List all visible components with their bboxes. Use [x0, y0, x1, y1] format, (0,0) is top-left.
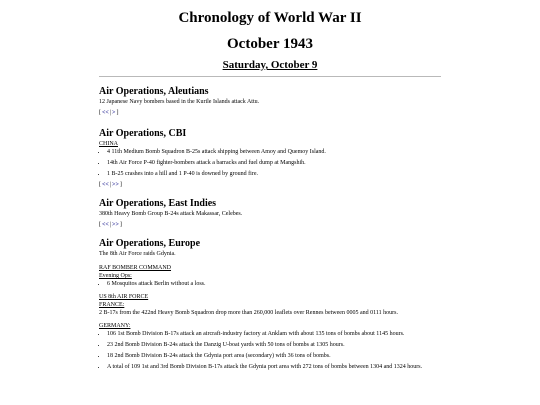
- section-cbi: [99, 128, 444, 189]
- section-title: Air Operations, East Indies: [99, 198, 217, 209]
- france-text: 2 B-17s from the 422nd Heavy Bomb Squadron drop more than 260,000 leaflets over Rennes between 0005 and 0111 hours.: [99, 310, 398, 316]
- list-item: • 4 11th Medium Bomb Squadron B-25s attack shipping between Amoy and Quemoy Island.: [107, 148, 444, 156]
- section-nav: [99, 109, 444, 117]
- list-item: • 18 2nd Bomb Division B-24s attack the Gdynia port area (secondary) with 36 tons of bombs.: [107, 352, 444, 360]
- france-heading: FRANCE:: [99, 302, 125, 308]
- bracket-left: [: [99, 110, 101, 116]
- cbi-list: [99, 148, 444, 178]
- section-title: Air Operations, CBI: [99, 128, 187, 139]
- bracket-left: [: [99, 182, 101, 188]
- list-item: • 6 Mosquitos attack Berlin without a loss.: [107, 280, 444, 288]
- section-text: The 8th Air Force raids Gdynia.: [99, 251, 176, 257]
- section-title: Air Operations, Europe: [99, 238, 201, 249]
- bracket-left: [: [99, 222, 101, 228]
- raf-list: [99, 280, 444, 288]
- page-title: Chronology of World War II: [178, 10, 362, 26]
- page-subtitle: October 1943: [227, 36, 313, 52]
- list-item: • 23 2nd Bomb Division B-24s attack the Danzig U-boat yards with 50 tons of bombs at 1305 hours.: [107, 341, 444, 349]
- section-nav: [99, 181, 444, 189]
- date-heading[interactable]: Saturday, October 9: [222, 59, 318, 71]
- germany-heading: GERMANY:: [99, 323, 131, 329]
- section-subheading: CHINA: [99, 141, 118, 147]
- double-left-chevron-icon[interactable]: <<: [102, 182, 109, 188]
- germany-list: [99, 330, 444, 371]
- double-left-chevron-icon[interactable]: <<: [102, 222, 109, 228]
- nav-separator: |: [109, 222, 112, 228]
- list-item: • 14th Air Force P-40 fighter-bombers attack a barracks and fuel dump at Mangshih.: [107, 159, 444, 167]
- nav-separator: |: [109, 182, 112, 188]
- list-item: • A total of 109 1st and 3rd Bomb Division B-17s attack the Gdynia port area with 272 tons of bombs between 1304 and 1324 hours.: [107, 363, 444, 371]
- us8-heading: US 8th AIR FORCE: [99, 294, 149, 300]
- double-left-chevron-icon[interactable]: <<: [102, 110, 109, 116]
- evening-ops-heading: Evening Ops:: [99, 273, 132, 279]
- bracket-right: ]: [116, 110, 119, 116]
- double-right-chevron-icon[interactable]: >>: [112, 182, 119, 188]
- list-item: • 1 B-25 crashes into a hill and 1 P-40 is downed by ground fire.: [107, 170, 444, 178]
- section-east-indies: [99, 198, 444, 229]
- right-chevron-icon[interactable]: >: [112, 110, 116, 116]
- section-text: 380th Heavy Bomb Group B-24s attack Makassar, Celebes.: [99, 211, 243, 217]
- nav-separator: |: [109, 110, 112, 116]
- bracket-right: ]: [119, 182, 122, 188]
- bracket-right: ]: [119, 222, 122, 228]
- double-right-chevron-icon[interactable]: >>: [112, 222, 119, 228]
- section-text: 12 Japanese Navy bombers based in the Kurile Islands attack Attu.: [99, 99, 260, 105]
- section-aleutians: [99, 86, 444, 117]
- section-nav: [99, 221, 444, 229]
- main-content: [99, 86, 444, 374]
- section-europe: [99, 238, 444, 371]
- list-item: • 106 1st Bomb Division B-17s attack an aircraft-industry factory at Anklam with about 135 tons of bombs about 1145 hours.: [107, 330, 444, 338]
- divider: [99, 76, 441, 77]
- raf-heading: RAF BOMBER COMMAND: [99, 265, 172, 271]
- section-title: Air Operations, Aleutians: [99, 86, 209, 97]
